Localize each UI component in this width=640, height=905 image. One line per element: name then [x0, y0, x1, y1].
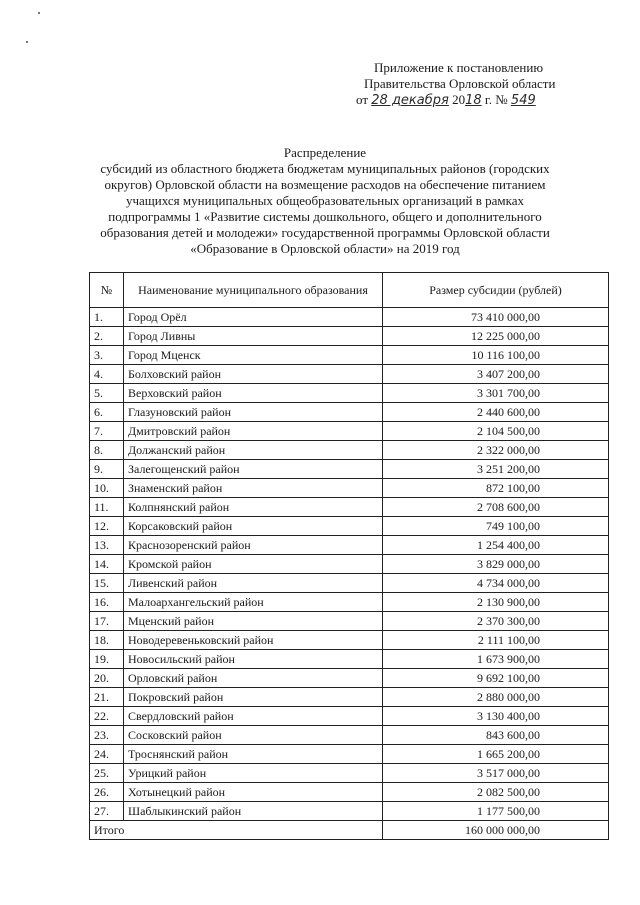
row-name: Кромской район: [124, 555, 383, 574]
table-row: [90, 688, 609, 707]
heading-line: учащихся муниципальных общеобразовательных организаций в рамках: [125, 193, 525, 208]
row-num: 19.: [90, 650, 124, 669]
row-name: Новосильский район: [124, 650, 383, 669]
header-name: Наименование муниципального образования: [124, 273, 383, 308]
row-num: 16.: [90, 593, 124, 612]
appendix-date-line: [356, 92, 626, 109]
row-num: 15.: [90, 574, 124, 593]
scan-speck: [26, 41, 28, 43]
row-amount: 1 177 500,00: [383, 802, 609, 821]
row-name: Свердловский район: [124, 707, 383, 726]
row-amount: 2 111 100,00: [383, 631, 609, 650]
row-name: Хотынецкий район: [124, 783, 383, 802]
table-row: [90, 802, 609, 821]
row-num: 2.: [90, 327, 124, 346]
heading-line: субсидий из областного бюджета бюджетам муниципальных районов (городских: [100, 161, 550, 176]
row-name: Город Мценск: [124, 346, 383, 365]
row-name: Город Орёл: [124, 308, 383, 327]
row-amount: 2 880 000,00: [383, 688, 609, 707]
table-row: [90, 631, 609, 650]
table-row: [90, 574, 609, 593]
row-amount: 2 708 600,00: [383, 498, 609, 517]
row-num: 21.: [90, 688, 124, 707]
row-num: 11.: [90, 498, 124, 517]
row-amount: 10 116 100,00: [383, 346, 609, 365]
row-name: Орловский район: [124, 669, 383, 688]
row-num: 8.: [90, 441, 124, 460]
date-prefix: от: [356, 92, 369, 107]
row-num: 24.: [90, 745, 124, 764]
row-name: Новодеревеньковский район: [124, 631, 383, 650]
handwritten-date: 28 декабря: [371, 93, 449, 108]
heading-title: Распределение: [283, 145, 367, 160]
row-num: 3.: [90, 346, 124, 365]
row-amount: 3 251 200,00: [383, 460, 609, 479]
total-amount: 160 000 000,00: [383, 821, 609, 840]
table-row: [90, 745, 609, 764]
row-amount: 2 370 300,00: [383, 612, 609, 631]
header-num: №: [90, 273, 124, 308]
handwritten-year: 18: [465, 93, 482, 108]
row-amount: 3 517 000,00: [383, 764, 609, 783]
row-name: Колпнянский район: [124, 498, 383, 517]
table-row: [90, 707, 609, 726]
row-amount: 1 673 900,00: [383, 650, 609, 669]
row-amount: 3 829 000,00: [383, 555, 609, 574]
row-num: 26.: [90, 783, 124, 802]
row-num: 18.: [90, 631, 124, 650]
row-num: 14.: [90, 555, 124, 574]
row-amount: 2 104 500,00: [383, 422, 609, 441]
table-row: [90, 346, 609, 365]
row-amount: 3 407 200,00: [383, 365, 609, 384]
row-name: Шаблыкинский район: [124, 802, 383, 821]
row-amount: 3 301 700,00: [383, 384, 609, 403]
row-name: Мценский район: [124, 612, 383, 631]
heading-line: образования детей и молодежи» государственной программы Орловской области: [100, 225, 550, 240]
row-name: Сосковский район: [124, 726, 383, 745]
subsidy-table: [89, 272, 609, 840]
table-row: [90, 384, 609, 403]
row-num: 13.: [90, 536, 124, 555]
number-prefix: г. №: [484, 92, 508, 107]
heading-line: округов) Орловской области на возмещение расходов на обеспечение питанием: [104, 177, 546, 192]
table-row: [90, 403, 609, 422]
row-num: 17.: [90, 612, 124, 631]
table-row: [90, 460, 609, 479]
row-amount: 2 322 000,00: [383, 441, 609, 460]
table-row: [90, 441, 609, 460]
row-amount: 2 440 600,00: [383, 403, 609, 422]
row-amount: 9 692 100,00: [383, 669, 609, 688]
row-name: Глазуновский район: [124, 403, 383, 422]
appendix-block: [356, 60, 626, 109]
row-name: Покровский район: [124, 688, 383, 707]
row-name: Краснозоренский район: [124, 536, 383, 555]
row-name: Малоархангельский район: [124, 593, 383, 612]
table-row: [90, 593, 609, 612]
table-row: [90, 669, 609, 688]
table-row: [90, 726, 609, 745]
row-name: Корсаковский район: [124, 517, 383, 536]
row-num: 9.: [90, 460, 124, 479]
row-amount: 73 410 000,00: [383, 308, 609, 327]
row-name: Троснянский район: [124, 745, 383, 764]
row-name: Болховский район: [124, 365, 383, 384]
table-row: [90, 536, 609, 555]
row-name: Верховский район: [124, 384, 383, 403]
row-num: 25.: [90, 764, 124, 783]
row-num: 12.: [90, 517, 124, 536]
table-row: [90, 764, 609, 783]
row-amount: 12 225 000,00: [383, 327, 609, 346]
table-row: [90, 308, 609, 327]
row-name: Дмитровский район: [124, 422, 383, 441]
total-label: Итого: [90, 821, 383, 840]
table-row: [90, 783, 609, 802]
table-header-row: [90, 273, 609, 308]
row-num: 5.: [90, 384, 124, 403]
scan-speck: [38, 12, 40, 14]
row-name: Должанский район: [124, 441, 383, 460]
table-row: [90, 422, 609, 441]
table-row: [90, 498, 609, 517]
row-amount: 4 734 000,00: [383, 574, 609, 593]
row-num: 22.: [90, 707, 124, 726]
row-amount: 2 130 900,00: [383, 593, 609, 612]
row-name: Город Ливны: [124, 327, 383, 346]
row-num: 20.: [90, 669, 124, 688]
row-num: 27.: [90, 802, 124, 821]
row-num: 4.: [90, 365, 124, 384]
row-amount: 3 130 400,00: [383, 707, 609, 726]
table-row: [90, 479, 609, 498]
row-num: 6.: [90, 403, 124, 422]
row-name: Ливенский район: [124, 574, 383, 593]
document-heading: [70, 145, 580, 257]
row-num: 23.: [90, 726, 124, 745]
row-num: 1.: [90, 308, 124, 327]
row-name: Залегощенский район: [124, 460, 383, 479]
table-row: [90, 517, 609, 536]
table-row: [90, 327, 609, 346]
appendix-line-1: Приложение к постановлению: [374, 60, 544, 75]
row-amount: 2 082 500,00: [383, 783, 609, 802]
table-row: [90, 650, 609, 669]
row-name: Знаменский район: [124, 479, 383, 498]
row-amount: 872 100,00: [383, 479, 609, 498]
year-prefix: 20: [452, 92, 466, 107]
handwritten-number: 549: [510, 93, 536, 108]
heading-line: «Образование в Орловской области» на 2019 год: [190, 241, 460, 256]
row-amount: 749 100,00: [383, 517, 609, 536]
row-amount: 1 254 400,00: [383, 536, 609, 555]
appendix-line-2: Правительства Орловской области: [364, 76, 556, 91]
heading-line: подпрограммы 1 «Развитие системы дошкольного, общего и дополнительного: [108, 209, 542, 224]
row-amount: 1 665 200,00: [383, 745, 609, 764]
row-num: 7.: [90, 422, 124, 441]
table-row: [90, 555, 609, 574]
row-num: 10.: [90, 479, 124, 498]
total-row: [90, 821, 609, 840]
row-amount: 843 600,00: [383, 726, 609, 745]
row-name: Урицкий район: [124, 764, 383, 783]
header-amount: Размер субсидии (рублей): [383, 273, 609, 308]
table-row: [90, 365, 609, 384]
table-row: [90, 612, 609, 631]
